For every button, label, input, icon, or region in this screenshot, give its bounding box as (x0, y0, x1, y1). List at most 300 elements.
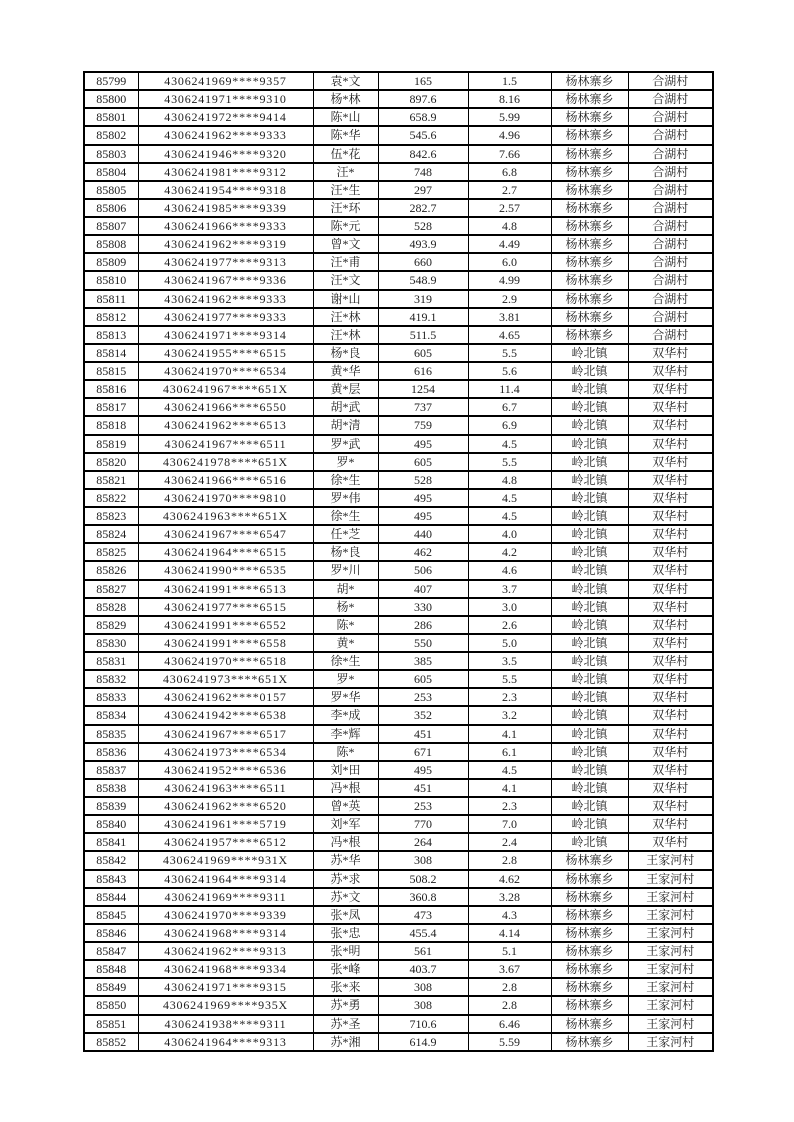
masked-name-cell: 汪*林 (313, 326, 378, 344)
village-cell: 双华村 (628, 416, 713, 434)
township-cell: 岭北镇 (551, 706, 628, 724)
table-row (84, 416, 713, 434)
area-cell: 4.3 (468, 906, 551, 924)
village-cell: 双华村 (628, 398, 713, 416)
amount-cell: 508.2 (378, 870, 468, 888)
area-cell: 6.8 (468, 163, 551, 181)
table-row (84, 870, 713, 888)
serial-number-cell: 85801 (84, 108, 138, 126)
township-cell: 杨林寨乡 (551, 924, 628, 942)
table-row (84, 978, 713, 996)
masked-name-cell: 袁*文 (313, 72, 378, 90)
table-row (84, 779, 713, 797)
village-cell: 双华村 (628, 525, 713, 543)
village-cell: 双华村 (628, 652, 713, 670)
table-row (84, 507, 713, 525)
table-row (84, 1015, 713, 1033)
masked-name-cell: 张*来 (313, 978, 378, 996)
table-row (84, 652, 713, 670)
table-row (84, 453, 713, 471)
masked-id-cell: 4306241978****651X (138, 453, 313, 471)
masked-name-cell: 曾*文 (313, 235, 378, 253)
table-row (84, 888, 713, 906)
township-cell: 岭北镇 (551, 688, 628, 706)
area-cell: 4.2 (468, 543, 551, 561)
village-cell: 合湖村 (628, 308, 713, 326)
masked-name-cell: 汪* (313, 163, 378, 181)
village-cell: 合湖村 (628, 90, 713, 108)
township-cell: 杨林寨乡 (551, 851, 628, 869)
area-cell: 5.59 (468, 1033, 551, 1051)
table-row (84, 761, 713, 779)
serial-number-cell: 85803 (84, 145, 138, 163)
masked-name-cell: 苏*勇 (313, 996, 378, 1014)
amount-cell: 473 (378, 906, 468, 924)
township-cell: 岭北镇 (551, 598, 628, 616)
area-cell: 4.65 (468, 326, 551, 344)
table-row (84, 271, 713, 289)
village-cell: 合湖村 (628, 235, 713, 253)
masked-id-cell: 4306241938****9311 (138, 1015, 313, 1033)
serial-number-cell: 85802 (84, 126, 138, 144)
amount-cell: 660 (378, 253, 468, 271)
village-cell: 王家河村 (628, 978, 713, 996)
amount-cell: 1254 (378, 380, 468, 398)
table-row (84, 398, 713, 416)
village-cell: 王家河村 (628, 851, 713, 869)
table-row (84, 362, 713, 380)
amount-cell: 737 (378, 398, 468, 416)
table-body (84, 72, 713, 1051)
village-cell: 合湖村 (628, 126, 713, 144)
serial-number-cell: 85818 (84, 416, 138, 434)
township-cell: 杨林寨乡 (551, 145, 628, 163)
serial-number-cell: 85817 (84, 398, 138, 416)
area-cell: 4.1 (468, 725, 551, 743)
village-cell: 双华村 (628, 453, 713, 471)
township-cell: 岭北镇 (551, 561, 628, 579)
table-row (84, 1033, 713, 1051)
masked-name-cell: 任*芝 (313, 525, 378, 543)
serial-number-cell: 85820 (84, 453, 138, 471)
township-cell: 杨林寨乡 (551, 290, 628, 308)
masked-name-cell: 杨*林 (313, 90, 378, 108)
masked-name-cell: 汪*林 (313, 308, 378, 326)
masked-name-cell: 汪*生 (313, 181, 378, 199)
table-row (84, 906, 713, 924)
area-cell: 4.99 (468, 271, 551, 289)
table-row (84, 743, 713, 761)
village-cell: 王家河村 (628, 960, 713, 978)
masked-id-cell: 4306241955****6515 (138, 344, 313, 362)
serial-number-cell: 85841 (84, 833, 138, 851)
township-cell: 岭北镇 (551, 543, 628, 561)
masked-id-cell: 4306241970****9810 (138, 489, 313, 507)
masked-name-cell: 伍*花 (313, 145, 378, 163)
table-row (84, 797, 713, 815)
amount-cell: 403.7 (378, 960, 468, 978)
masked-name-cell: 冯*根 (313, 779, 378, 797)
serial-number-cell: 85809 (84, 253, 138, 271)
township-cell: 岭北镇 (551, 670, 628, 688)
masked-name-cell: 刘*田 (313, 761, 378, 779)
masked-name-cell: 黄*层 (313, 380, 378, 398)
area-cell: 6.0 (468, 253, 551, 271)
table-row (84, 344, 713, 362)
amount-cell: 360.8 (378, 888, 468, 906)
masked-id-cell: 4306241962****6513 (138, 416, 313, 434)
village-cell: 合湖村 (628, 163, 713, 181)
village-cell: 王家河村 (628, 870, 713, 888)
masked-id-cell: 4306241966****6516 (138, 471, 313, 489)
masked-id-cell: 4306241957****6512 (138, 833, 313, 851)
table-row (84, 108, 713, 126)
serial-number-cell: 85847 (84, 942, 138, 960)
amount-cell: 451 (378, 725, 468, 743)
masked-name-cell: 张*凤 (313, 906, 378, 924)
masked-id-cell: 4306241977****9333 (138, 308, 313, 326)
serial-number-cell: 85804 (84, 163, 138, 181)
masked-id-cell: 4306241963****651X (138, 507, 313, 525)
amount-cell: 455.4 (378, 924, 468, 942)
table-row (84, 543, 713, 561)
amount-cell: 548.9 (378, 271, 468, 289)
serial-number-cell: 85810 (84, 271, 138, 289)
area-cell: 5.5 (468, 453, 551, 471)
serial-number-cell: 85807 (84, 217, 138, 235)
township-cell: 杨林寨乡 (551, 253, 628, 271)
amount-cell: 528 (378, 471, 468, 489)
township-cell: 岭北镇 (551, 833, 628, 851)
masked-id-cell: 4306241971****9310 (138, 90, 313, 108)
masked-id-cell: 4306241991****6552 (138, 616, 313, 634)
masked-name-cell: 张*明 (313, 942, 378, 960)
village-cell: 双华村 (628, 779, 713, 797)
masked-name-cell: 徐*生 (313, 471, 378, 489)
area-cell: 4.8 (468, 471, 551, 489)
amount-cell: 308 (378, 851, 468, 869)
table-row (84, 598, 713, 616)
township-cell: 杨林寨乡 (551, 996, 628, 1014)
serial-number-cell: 85819 (84, 435, 138, 453)
table-row (84, 706, 713, 724)
village-cell: 双华村 (628, 561, 713, 579)
serial-number-cell: 85822 (84, 489, 138, 507)
township-cell: 杨林寨乡 (551, 72, 628, 90)
area-cell: 2.6 (468, 616, 551, 634)
serial-number-cell: 85833 (84, 688, 138, 706)
serial-number-cell: 85836 (84, 743, 138, 761)
masked-id-cell: 4306241966****6550 (138, 398, 313, 416)
serial-number-cell: 85825 (84, 543, 138, 561)
village-cell: 双华村 (628, 725, 713, 743)
amount-cell: 282.7 (378, 199, 468, 217)
township-cell: 岭北镇 (551, 362, 628, 380)
area-cell: 6.7 (468, 398, 551, 416)
masked-id-cell: 4306241973****6534 (138, 743, 313, 761)
masked-id-cell: 4306241970****9339 (138, 906, 313, 924)
village-cell: 王家河村 (628, 888, 713, 906)
area-cell: 3.5 (468, 652, 551, 670)
village-cell: 合湖村 (628, 181, 713, 199)
masked-name-cell: 杨* (313, 598, 378, 616)
table-row (84, 435, 713, 453)
village-cell: 合湖村 (628, 253, 713, 271)
masked-id-cell: 4306241967****6547 (138, 525, 313, 543)
masked-id-cell: 4306241963****6511 (138, 779, 313, 797)
table-row (84, 996, 713, 1014)
area-cell: 4.5 (468, 435, 551, 453)
amount-cell: 330 (378, 598, 468, 616)
township-cell: 岭北镇 (551, 435, 628, 453)
masked-id-cell: 4306241942****6538 (138, 706, 313, 724)
masked-id-cell: 4306241967****651X (138, 380, 313, 398)
masked-name-cell: 苏*湘 (313, 1033, 378, 1051)
serial-number-cell: 85814 (84, 344, 138, 362)
masked-id-cell: 4306241967****6517 (138, 725, 313, 743)
table-row (84, 72, 713, 90)
township-cell: 杨林寨乡 (551, 126, 628, 144)
serial-number-cell: 85823 (84, 507, 138, 525)
amount-cell: 495 (378, 435, 468, 453)
masked-id-cell: 4306241981****9312 (138, 163, 313, 181)
serial-number-cell: 85826 (84, 561, 138, 579)
village-cell: 双华村 (628, 706, 713, 724)
table-row (84, 670, 713, 688)
serial-number-cell: 85799 (84, 72, 138, 90)
village-cell: 双华村 (628, 598, 713, 616)
serial-number-cell: 85844 (84, 888, 138, 906)
table-row (84, 199, 713, 217)
masked-name-cell: 苏*求 (313, 870, 378, 888)
village-cell: 双华村 (628, 688, 713, 706)
area-cell: 4.5 (468, 489, 551, 507)
village-cell: 双华村 (628, 471, 713, 489)
table-row (84, 725, 713, 743)
masked-id-cell: 4306241990****6535 (138, 561, 313, 579)
serial-number-cell: 85837 (84, 761, 138, 779)
table-row (84, 181, 713, 199)
masked-name-cell: 苏*华 (313, 851, 378, 869)
village-cell: 双华村 (628, 489, 713, 507)
township-cell: 杨林寨乡 (551, 271, 628, 289)
amount-cell: 385 (378, 652, 468, 670)
table-row (84, 308, 713, 326)
subsidy-record-table (83, 71, 714, 1052)
township-cell: 岭北镇 (551, 743, 628, 761)
village-cell: 双华村 (628, 543, 713, 561)
amount-cell: 528 (378, 217, 468, 235)
area-cell: 2.3 (468, 688, 551, 706)
table-row (84, 380, 713, 398)
area-cell: 3.28 (468, 888, 551, 906)
village-cell: 合湖村 (628, 199, 713, 217)
village-cell: 双华村 (628, 743, 713, 761)
township-cell: 杨林寨乡 (551, 163, 628, 181)
masked-name-cell: 陈*元 (313, 217, 378, 235)
table-row (84, 634, 713, 652)
amount-cell: 759 (378, 416, 468, 434)
area-cell: 2.57 (468, 199, 551, 217)
masked-name-cell: 陈* (313, 616, 378, 634)
masked-name-cell: 罗* (313, 453, 378, 471)
area-cell: 2.8 (468, 978, 551, 996)
masked-name-cell: 罗*华 (313, 688, 378, 706)
masked-id-cell: 4306241971****9315 (138, 978, 313, 996)
amount-cell: 614.9 (378, 1033, 468, 1051)
area-cell: 2.8 (468, 996, 551, 1014)
amount-cell: 286 (378, 616, 468, 634)
area-cell: 4.1 (468, 779, 551, 797)
amount-cell: 308 (378, 978, 468, 996)
amount-cell: 506 (378, 561, 468, 579)
amount-cell: 451 (378, 779, 468, 797)
table-row (84, 525, 713, 543)
masked-name-cell: 苏*文 (313, 888, 378, 906)
village-cell: 双华村 (628, 761, 713, 779)
area-cell: 1.5 (468, 72, 551, 90)
table-row (84, 145, 713, 163)
village-cell: 双华村 (628, 616, 713, 634)
masked-name-cell: 罗*川 (313, 561, 378, 579)
masked-name-cell: 胡*清 (313, 416, 378, 434)
masked-id-cell: 4306241977****9313 (138, 253, 313, 271)
table-row (84, 924, 713, 942)
masked-name-cell: 胡*武 (313, 398, 378, 416)
area-cell: 4.49 (468, 235, 551, 253)
area-cell: 4.96 (468, 126, 551, 144)
area-cell: 7.66 (468, 145, 551, 163)
area-cell: 2.9 (468, 290, 551, 308)
area-cell: 2.3 (468, 797, 551, 815)
township-cell: 岭北镇 (551, 761, 628, 779)
township-cell: 杨林寨乡 (551, 181, 628, 199)
table-row (84, 960, 713, 978)
area-cell: 5.5 (468, 344, 551, 362)
table-row (84, 126, 713, 144)
serial-number-cell: 85834 (84, 706, 138, 724)
village-cell: 双华村 (628, 797, 713, 815)
serial-number-cell: 85824 (84, 525, 138, 543)
village-cell: 双华村 (628, 344, 713, 362)
township-cell: 岭北镇 (551, 489, 628, 507)
township-cell: 杨林寨乡 (551, 199, 628, 217)
masked-name-cell: 苏*圣 (313, 1015, 378, 1033)
masked-name-cell: 曾*英 (313, 797, 378, 815)
serial-number-cell: 85838 (84, 779, 138, 797)
masked-id-cell: 4306241985****9339 (138, 199, 313, 217)
area-cell: 4.62 (468, 870, 551, 888)
amount-cell: 419.1 (378, 308, 468, 326)
masked-id-cell: 4306241970****6518 (138, 652, 313, 670)
amount-cell: 253 (378, 797, 468, 815)
area-cell: 2.8 (468, 851, 551, 869)
masked-id-cell: 4306241962****9319 (138, 235, 313, 253)
amount-cell: 710.6 (378, 1015, 468, 1033)
amount-cell: 440 (378, 525, 468, 543)
village-cell: 双华村 (628, 833, 713, 851)
masked-name-cell: 黄*华 (313, 362, 378, 380)
amount-cell: 352 (378, 706, 468, 724)
village-cell: 合湖村 (628, 145, 713, 163)
serial-number-cell: 85821 (84, 471, 138, 489)
township-cell: 岭北镇 (551, 634, 628, 652)
township-cell: 岭北镇 (551, 616, 628, 634)
amount-cell: 462 (378, 543, 468, 561)
amount-cell: 605 (378, 453, 468, 471)
masked-name-cell: 杨*良 (313, 344, 378, 362)
masked-name-cell: 陈*华 (313, 126, 378, 144)
amount-cell: 493.9 (378, 235, 468, 253)
serial-number-cell: 85829 (84, 616, 138, 634)
masked-name-cell: 陈*山 (313, 108, 378, 126)
serial-number-cell: 85808 (84, 235, 138, 253)
village-cell: 合湖村 (628, 290, 713, 308)
table-row (84, 815, 713, 833)
amount-cell: 253 (378, 688, 468, 706)
masked-name-cell: 陈* (313, 743, 378, 761)
masked-name-cell: 徐*生 (313, 507, 378, 525)
amount-cell: 264 (378, 833, 468, 851)
township-cell: 岭北镇 (551, 507, 628, 525)
masked-name-cell: 汪*环 (313, 199, 378, 217)
amount-cell: 616 (378, 362, 468, 380)
area-cell: 8.16 (468, 90, 551, 108)
masked-name-cell: 罗* (313, 670, 378, 688)
amount-cell: 842.6 (378, 145, 468, 163)
area-cell: 4.0 (468, 525, 551, 543)
serial-number-cell: 85816 (84, 380, 138, 398)
area-cell: 4.5 (468, 761, 551, 779)
serial-number-cell: 85849 (84, 978, 138, 996)
area-cell: 4.14 (468, 924, 551, 942)
serial-number-cell: 85805 (84, 181, 138, 199)
table-row (84, 833, 713, 851)
masked-id-cell: 4306241964****9314 (138, 870, 313, 888)
village-cell: 王家河村 (628, 996, 713, 1014)
table-row (84, 326, 713, 344)
township-cell: 杨林寨乡 (551, 978, 628, 996)
masked-id-cell: 4306241964****6515 (138, 543, 313, 561)
table-row (84, 217, 713, 235)
table-row (84, 489, 713, 507)
masked-id-cell: 4306241971****9314 (138, 326, 313, 344)
area-cell: 7.0 (468, 815, 551, 833)
township-cell: 杨林寨乡 (551, 326, 628, 344)
table-row (84, 851, 713, 869)
masked-id-cell: 4306241966****9333 (138, 217, 313, 235)
masked-name-cell: 徐*生 (313, 652, 378, 670)
masked-id-cell: 4306241969****931X (138, 851, 313, 869)
masked-name-cell: 李*辉 (313, 725, 378, 743)
amount-cell: 605 (378, 344, 468, 362)
masked-id-cell: 4306241972****9414 (138, 108, 313, 126)
area-cell: 4.5 (468, 507, 551, 525)
masked-name-cell: 张*峰 (313, 960, 378, 978)
township-cell: 杨林寨乡 (551, 870, 628, 888)
masked-name-cell: 汪*文 (313, 271, 378, 289)
township-cell: 杨林寨乡 (551, 235, 628, 253)
area-cell: 3.2 (468, 706, 551, 724)
township-cell: 杨林寨乡 (551, 308, 628, 326)
village-cell: 双华村 (628, 815, 713, 833)
serial-number-cell: 85800 (84, 90, 138, 108)
area-cell: 5.0 (468, 634, 551, 652)
masked-id-cell: 4306241968****9334 (138, 960, 313, 978)
serial-number-cell: 85811 (84, 290, 138, 308)
table-row (84, 471, 713, 489)
serial-number-cell: 85830 (84, 634, 138, 652)
